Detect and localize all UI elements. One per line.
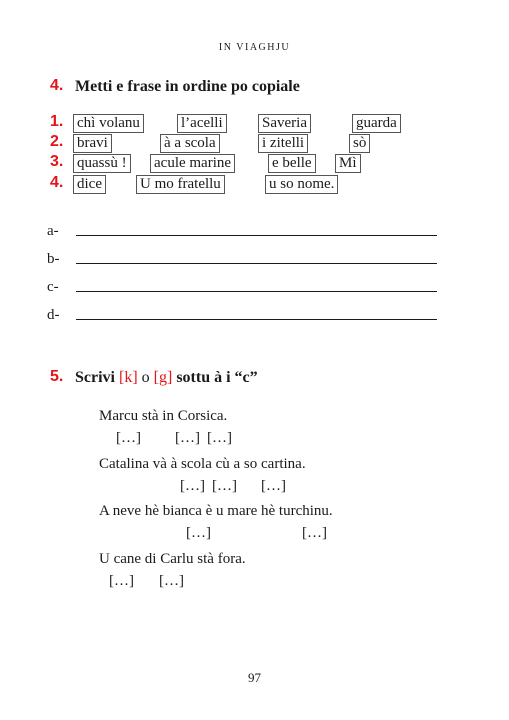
word-box: u so nome. — [265, 175, 338, 194]
answer-label-d: d- — [47, 307, 60, 323]
symbol-k: [k] — [119, 369, 138, 386]
row-4-number: 4. — [50, 174, 64, 191]
word-box: l’acelli — [177, 114, 227, 133]
title-rest: sottu à i “c” — [176, 369, 258, 386]
blank-slot[interactable]: […] — [207, 430, 232, 446]
word-box: Mì — [335, 154, 361, 173]
exercise-5-title — [75, 369, 258, 387]
blank-slot[interactable]: […] — [109, 573, 134, 589]
row-2-number: 2. — [50, 133, 64, 150]
answer-line-b[interactable] — [76, 263, 437, 264]
word-box: dice — [73, 175, 106, 194]
sentence-4: U cane di Carlu stà fora. — [99, 551, 246, 567]
sentence-2: Catalina và à scola cù a so cartina. — [99, 456, 306, 472]
running-header: IN VIAGHJU — [218, 42, 291, 53]
exercise-4-number: 4. — [50, 77, 64, 94]
word-box: Saveria — [258, 114, 311, 133]
answer-line-a[interactable] — [76, 235, 437, 236]
answer-label-a: a- — [47, 223, 59, 239]
blank-slot[interactable]: […] — [212, 478, 237, 494]
blank-slot[interactable]: […] — [302, 525, 327, 541]
title-o: o — [141, 369, 150, 386]
answer-line-c[interactable] — [76, 291, 437, 292]
word-box: acule marine — [150, 154, 235, 173]
title-scrivi: Scrivi — [75, 369, 115, 386]
word-box: quassù ! — [73, 154, 131, 173]
page-number: 97 — [248, 670, 261, 685]
blank-slot[interactable]: […] — [186, 525, 211, 541]
blank-slot[interactable]: […] — [261, 478, 286, 494]
word-box: chì volanu — [73, 114, 144, 133]
symbol-g: [g] — [153, 369, 173, 386]
answer-label-c: c- — [47, 279, 59, 295]
blank-slot[interactable]: […] — [116, 430, 141, 446]
sentence-3: A neve hè bianca è u mare hè turchinu. — [99, 503, 333, 519]
word-box: guarda — [352, 114, 401, 133]
blank-slot[interactable]: […] — [180, 478, 205, 494]
exercise-4-title: Metti e frase in ordine po copiale — [75, 78, 300, 95]
blank-slot[interactable]: […] — [159, 573, 184, 589]
row-1-number: 1. — [50, 113, 64, 130]
exercise-5-number: 5. — [50, 368, 64, 385]
sentence-1: Marcu stà in Corsica. — [99, 408, 228, 424]
blank-slot[interactable]: […] — [175, 430, 200, 446]
row-3-number: 3. — [50, 153, 64, 170]
word-box: U mo fratellu — [136, 175, 225, 194]
word-box: e belle — [268, 154, 316, 173]
word-box: bravi — [73, 134, 112, 153]
word-box: i zitelli — [258, 134, 308, 153]
word-box: sò — [349, 134, 370, 153]
word-box: à a scola — [160, 134, 220, 153]
answer-label-b: b- — [47, 251, 60, 267]
answer-line-d[interactable] — [76, 319, 437, 320]
